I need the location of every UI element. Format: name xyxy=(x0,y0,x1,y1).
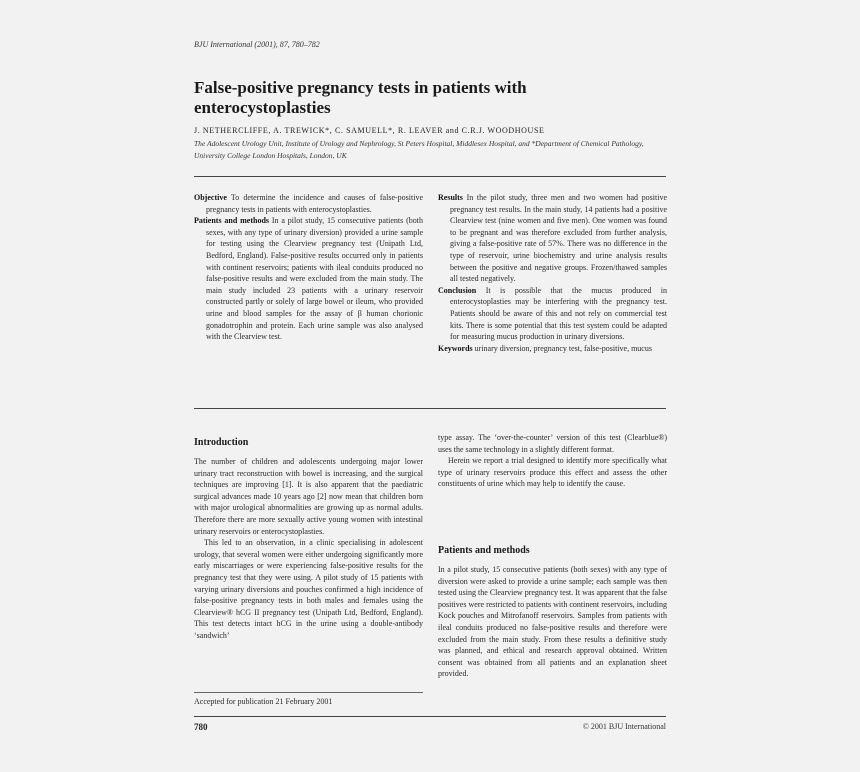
introduction-paragraph-2: This led to an observation, in a clinic specialising in adolescent urology, that several women were either undergoing significantly more early miscarriages or were experiencing false-positive results for the pregnancy test that they were using. A pilot study of 15 patients with varying urinary diversions and pouches confirmed a high incidence of false-positive pregnancy tests in both males and females using the Clearview® hCG II pregnancy test (Unipath Ltd, Bedford, England). This test detects intact hCG in the urine using a double-antibody ‘sandwich’ xyxy=(194,538,423,640)
introduction-paragraph-1: The number of children and adolescents undergoing major lower urinary tract reconstruction with bowel is increasing, and the surgical techniques are improving [1]. It is also apparent that the paediatric surgical advances made 10 years ago [2] now mean that children born with major urological abnormalities are growing up as normal adults. Therefore there are more sexually active young women with intestinal urinary reservoirs or enterocystoplasties. xyxy=(194,457,423,536)
abstract-bottom-rule xyxy=(194,408,666,409)
abstract-methods xyxy=(194,215,423,343)
conclusion-label: Conclusion xyxy=(438,285,477,295)
abstract-left-column xyxy=(194,192,423,343)
results-text: In the pilot study, three men and two women had positive pregnancy test results. In the main study, 14 patients had a positive Clearview test (nine women and five men). One women was found to be pregnant and was therefore excluded from further analysis, giving a false-positive rate of 57%. There was no difference in the type of reservoir, urine biochemistry and urine analysis results between the positive and negative groups. Frozen/thawed samples all tested negatively. xyxy=(450,193,668,284)
keywords-label: Keywords xyxy=(438,343,473,353)
copyright-notice: © 2001 BJU International xyxy=(582,722,666,731)
methods-text: In a pilot study, 15 consecutive patients (both sexes, with any type of urinary diversion) provided a urine sample for testing using the Clearview pregnancy test (Unipath Ltd, Bedford, England). False-positive results occurred only in patients with continent reservoirs; patients with ileal conduits produced no false-positive results and were excluded from the main study. The main study included 23 patients with a urinary reservoir constructed partly or solely of large bowel or ileum, who provided urine and blood samples for the assay of β human chorionic gonadotrophin and protein. Each urine sample was also analysed with the Clearview test. xyxy=(206,216,424,342)
abstract-right-column xyxy=(438,192,667,354)
introduction-paragraph-4: Herein we report a trial designed to identify more specifically what type of urinary reservoirs produce this effect and assess the other constituents of urine which may help to identify the cause. xyxy=(438,456,667,489)
paper-title: False-positive pregnancy tests in patients with enterocystoplasties xyxy=(194,78,527,117)
abstract-top-rule xyxy=(194,176,666,177)
footnote-rule xyxy=(194,692,423,693)
abstract-conclusion xyxy=(438,285,667,343)
methods-heading: Patients and methods xyxy=(438,545,530,556)
page-number: 780 xyxy=(194,722,208,732)
keywords-text: urinary diversion, pregnancy test, false-positive, mucus xyxy=(474,343,652,353)
author-list: J. NETHERCLIFFE, A. TREWICK*, C. SAMUELL*, R. LEAVER and C.R.J. WOODHOUSE xyxy=(194,126,545,135)
abstract-objective xyxy=(194,192,423,215)
journal-reference: BJU International (2001), 87, 780–782 xyxy=(194,40,320,49)
introduction-heading: Introduction xyxy=(194,437,249,448)
objective-text: To determine the incidence and causes of false-positive pregnancy tests in patients with enterocystoplasties. xyxy=(206,193,423,214)
methods-label: Patients and methods xyxy=(194,216,270,226)
objective-label: Objective xyxy=(194,193,227,202)
introduction-right-column xyxy=(438,432,667,490)
introduction-paragraph-3: type assay. The ‘over-the-counter’ version of this test (Clearblue®) uses the same technology in a slightly different format. xyxy=(438,433,667,454)
footer-rule xyxy=(194,716,666,717)
methods-paragraph-1: In a pilot study, 15 consecutive patients (both sexes) with any type of diversion were asked to provide a urine sample; each sample was then tested using the Clearview pregnancy test. It was apparent that the false positives were restricted to patients with continent reservoirs, including Kock pouches and Mitrofanoff reservoirs. Samples from patients with ileal conduits produced no false-positive results and therefore were excluded from the main study. From these results a definitive study was planned, and ethical and research approval obtained. Written consent was obtained from all patients and an explanation sheet provided. xyxy=(438,565,667,679)
introduction-left-column xyxy=(194,456,423,642)
methods-column xyxy=(438,564,667,680)
results-label: Results xyxy=(438,193,463,202)
affiliation: The Adolescent Urology Unit, Institute of Urology and Nephrology, St Peters Hospital, Middlesex Hospital, and *Department of Chemical Pathology, University College London Hospitals, London, UK xyxy=(194,139,644,160)
abstract-keywords xyxy=(438,343,667,355)
accepted-note: Accepted for publication 21 February 2001 xyxy=(194,697,333,706)
conclusion-text: It is possible that the mucus produced in enterocystoplasties may be interfering with the pregnancy test. Patients should be aware of this and not rely on commercial test kits. There is some potential that this test system could be adapted for measuring mucus production in urinary diversions. xyxy=(450,285,668,342)
abstract-results xyxy=(438,192,667,285)
